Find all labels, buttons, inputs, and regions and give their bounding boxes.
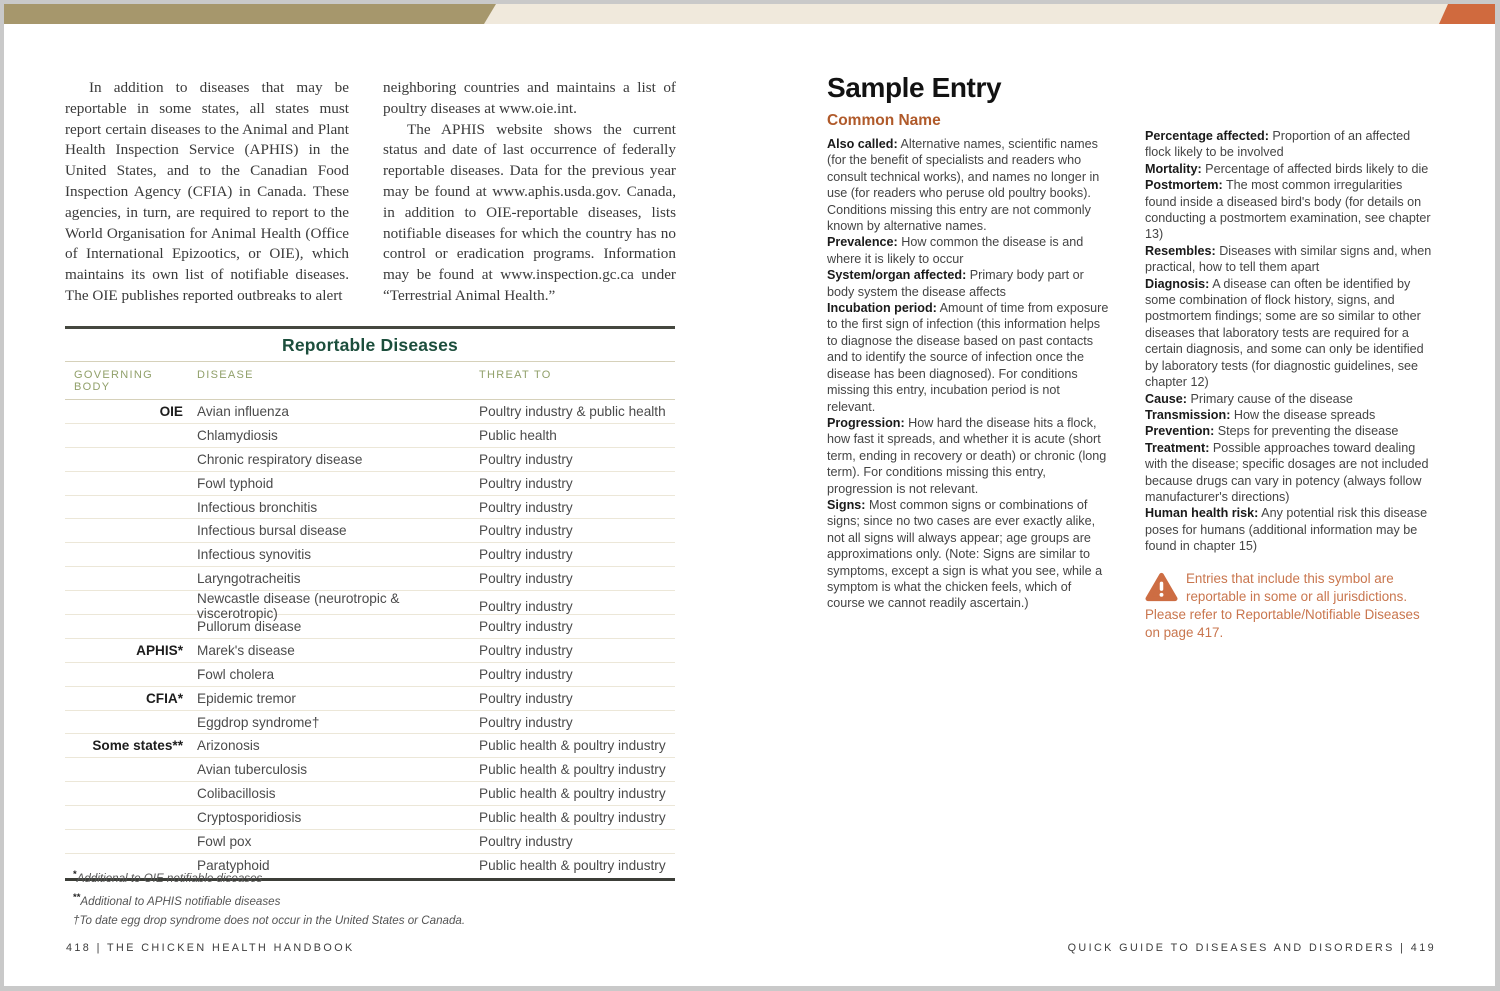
reportable-table-body: [65, 400, 675, 878]
table-row: [65, 806, 675, 830]
threat-cell: Poultry industry: [479, 475, 573, 491]
entry-term: Signs:: [827, 497, 866, 512]
tan-accent-bar: [4, 4, 496, 24]
disease-cell: Newcastle disease (neurotropic & viscerotropic): [197, 591, 400, 622]
intro-paragraph-2: The APHIS website shows the current status and date of last occurrence of federally reportable diseases. Data for the previous year may be found at www.aphis.usda.gov. Canada, in addition to OIE-reportable diseases, lists notifiable diseases for which the country has no control or eradication programs. Information may be found at www.inspection.gc.ca under “Terrestrial Animal Health.”: [383, 120, 676, 304]
governing-body-cell: Some states**: [92, 738, 183, 754]
threat-cell: Poultry industry: [479, 499, 573, 515]
table-row: [65, 758, 675, 782]
table-row: [65, 782, 675, 806]
sample-entry-item: Progression: How hard the disease hits a flock, how fast it spreads, and whether it is acute (short term, ending in recovery or death) or chronic (long term). For conditions missing this entry, progression is not relevant.: [827, 415, 1107, 496]
header-threat-to: THREAT TO: [479, 369, 552, 381]
intro-paragraph-1: In addition to diseases that may be reportable in some states, all states must report certain diseases to the Animal and Plant Health Inspection Service (APHIS) in the United States, and to the Canadian Food Inspection Agency (CFIA) in Canada. These agencies, in turn, are required to report to the World Organisation for Animal Health (Office of International Epizootics, or OIE), which maintains its own list of notifiable diseases. The OIE publishes reported outbreaks to alert: [65, 79, 349, 304]
reportable-warning-note: [1145, 570, 1432, 642]
table-row: [65, 424, 675, 448]
table-row: [65, 519, 675, 543]
entry-term: Transmission:: [1145, 407, 1231, 422]
sample-entry-item: System/organ affected: Primary body part or body system the disease affects: [827, 268, 1084, 299]
disease-cell: Pullorum disease: [197, 618, 302, 634]
threat-cell: Poultry industry: [479, 833, 573, 849]
threat-cell: Poultry industry & public health: [479, 403, 666, 419]
threat-cell: Poultry industry: [479, 714, 573, 730]
table-row: [65, 591, 675, 622]
entry-term: Diagnosis:: [1145, 276, 1210, 291]
table-title: Reportable Diseases: [282, 335, 458, 355]
disease-cell: Cryptosporidiosis: [197, 810, 302, 826]
page-surface: [4, 4, 1495, 986]
table-row: [65, 663, 675, 687]
sample-entry-item: Cause: Primary cause of the disease: [1145, 391, 1353, 406]
left-page-footer: 418 | THE CHICKEN HEALTH HANDBOOK: [66, 942, 355, 954]
table-row: [65, 496, 675, 520]
sample-entry-col2-entries: [1145, 128, 1432, 555]
threat-cell: Poultry industry: [479, 547, 573, 563]
sample-entry-col1: [827, 73, 1110, 612]
right-page-footer: QUICK GUIDE TO DISEASES AND DISORDERS | 419: [1067, 942, 1436, 954]
disease-cell: Infectious bronchitis: [197, 499, 318, 515]
table-footnotes: [73, 868, 633, 933]
entry-term: Progression:: [827, 415, 905, 430]
header-disease: DISEASE: [197, 369, 254, 381]
sample-entry-item: Transmission: How the disease spreads: [1145, 407, 1376, 422]
table-row: [65, 543, 675, 567]
sample-entry-item: Human health risk: Any potential risk this disease poses for humans (additional information may be found in chapter 15): [1145, 506, 1428, 554]
entry-term: System/organ affected:: [827, 268, 967, 283]
threat-cell: Public health & poultry industry: [479, 810, 666, 826]
table-header-row: [65, 362, 675, 400]
threat-cell: Public health & poultry industry: [479, 762, 666, 778]
intro-column-1: [65, 78, 349, 307]
sample-entry-item: Treatment: Possible approaches toward dealing with the disease; specific dosages are not included because drugs can vary in potency (always follow manufacturer's directions): [1145, 440, 1429, 504]
sample-entry-item: Also called: Alternative names, scientific names (for the benefit of specialists and readers who consult technical works), and names no longer in use (for readers who peruse old poultry books). Conditions missing this entry are not commonly known by alternative names.: [827, 137, 1100, 234]
sample-entry-col1-entries: [827, 136, 1110, 612]
threat-cell: Poultry industry: [479, 571, 573, 587]
disease-cell: Laryngotracheitis: [197, 571, 301, 587]
threat-cell: Poultry industry: [479, 451, 573, 467]
sample-entry-item: Mortality: Percentage of affected birds likely to die: [1145, 161, 1429, 176]
entry-term: Resembles:: [1145, 243, 1216, 258]
entry-term: Prevalence:: [827, 235, 898, 250]
warning-triangle-icon: [1145, 572, 1178, 603]
footnote-marker: **: [73, 891, 81, 903]
entry-term: Human health risk:: [1145, 506, 1259, 521]
sample-entry-item: Percentage affected: Proportion of an affected flock likely to be involved: [1145, 129, 1411, 160]
table-row: [65, 567, 675, 591]
reportable-diseases-table: [65, 326, 675, 881]
sample-entry-item: Prevalence: How common the disease is and where it is likely to occur: [827, 235, 1084, 266]
table-row: [65, 448, 675, 472]
entry-term: Incubation period:: [827, 301, 937, 316]
footnote-marker: *: [73, 869, 77, 880]
disease-cell: Marek's disease: [197, 642, 295, 658]
disease-cell: Avian tuberculosis: [197, 762, 308, 778]
sample-entry-item: Postmortem: The most common irregularities found inside a diseased bird's body (for details on conducting a postmortem examination, see chapter 13): [1145, 178, 1431, 242]
sample-entry-item: Prevention: Steps for preventing the disease: [1145, 424, 1399, 439]
disease-cell: Infectious synovitis: [197, 547, 312, 563]
page-title: Sample Entry: [827, 72, 1002, 103]
entry-term: Postmortem:: [1145, 178, 1223, 193]
disease-cell: Avian influenza: [197, 403, 289, 419]
intro-paragraph-1-continued: neighboring countries and maintains a list of poultry diseases at www.oie.int.: [383, 79, 676, 117]
sample-entry-col2: [1145, 128, 1432, 642]
warning-text: Entries that include this symbol are reportable in some or all jurisdictions. Please refer to Reportable/Notifiable Diseases on page 417.: [1145, 570, 1420, 640]
header-governing-body: GOVERNING BODY: [74, 369, 153, 393]
threat-cell: Poultry industry: [479, 598, 573, 614]
table-row: [65, 639, 675, 663]
table-row: [65, 734, 675, 758]
sample-entry-item: Incubation period: Amount of time from exposure to the first sign of infection (this information helps to diagnose the disease based on past contacts and to identify the source of infection once the disease has been diagnosed). For conditions missing this entry, incubation period is not relevant.: [827, 301, 1109, 414]
disease-cell: Chlamydiosis: [197, 427, 278, 443]
top-decorative-strip: [4, 4, 1495, 24]
intro-column-2: [383, 78, 676, 307]
table-row: [65, 830, 675, 854]
red-accent-bar: [1439, 4, 1495, 24]
governing-body-cell: APHIS*: [136, 642, 183, 658]
entry-term: Prevention:: [1145, 424, 1215, 439]
common-name-heading: Common Name: [827, 112, 941, 129]
threat-cell: Poultry industry: [479, 523, 573, 539]
threat-cell: Poultry industry: [479, 666, 573, 682]
disease-cell: Colibacillosis: [197, 786, 276, 802]
disease-cell: Epidemic tremor: [197, 690, 296, 706]
disease-cell: Fowl cholera: [197, 666, 275, 682]
sample-entry-item: Diagnosis: A disease can often be identified by some combination of flock history, signs, and postmortem findings; some are so similar to other diseases that laboratory tests are required for a certain diagnosis, and some can only be identified by laboratory tests (for diagnostic guidelines, see chapter 12): [1145, 276, 1424, 390]
entry-term: Also called:: [827, 137, 898, 151]
threat-cell: Public health & poultry industry: [479, 786, 666, 802]
sample-entry-item: Signs: Most common signs or combinations of signs; since no two cases are ever exactly alike, not all signs will always appear; age groups are approximations only. (Note: Signs are similar to symptoms, except a sign is what you see, while a symptom is what the chicken feels, which of course we cannot readily ascertain.): [827, 497, 1103, 611]
disease-cell: Fowl pox: [197, 833, 252, 849]
governing-body-cell: OIE: [159, 403, 183, 419]
footnote: **Additional to APHIS notifiable diseases: [73, 891, 281, 908]
threat-cell: Public health & poultry industry: [479, 858, 666, 874]
footnote: *Additional to OIE notifiable diseases: [73, 869, 263, 885]
disease-cell: Paratyphoid: [197, 858, 270, 874]
table-row: [65, 615, 675, 639]
disease-cell: Fowl typhoid: [197, 475, 274, 491]
threat-cell: Public health & poultry industry: [479, 738, 666, 754]
threat-cell: Poultry industry: [479, 642, 573, 658]
table-row: [65, 687, 675, 711]
threat-cell: Poultry industry: [479, 690, 573, 706]
table-row: [65, 472, 675, 496]
entry-term: Percentage affected:: [1145, 129, 1269, 143]
sample-entry-item: Resembles: Diseases with similar signs and, when practical, how to tell them apart: [1145, 243, 1432, 275]
entry-term: Treatment:: [1145, 440, 1210, 455]
disease-cell: Chronic respiratory disease: [197, 451, 363, 467]
threat-cell: Public health: [479, 427, 557, 443]
entry-term: Mortality:: [1145, 161, 1202, 176]
footnote-marker: †: [73, 913, 80, 927]
disease-cell: Infectious bursal disease: [197, 523, 347, 539]
governing-body-cell: CFIA*: [145, 690, 183, 706]
threat-cell: Poultry industry: [479, 618, 573, 634]
disease-cell: Eggdrop syndrome†: [197, 714, 320, 730]
disease-cell: Arizonosis: [197, 738, 260, 754]
table-row: [65, 711, 675, 735]
footnote: †To date egg drop syndrome does not occur in the United States or Canada.: [73, 913, 466, 927]
entry-term: Cause:: [1145, 391, 1187, 406]
table-row: [65, 400, 675, 424]
